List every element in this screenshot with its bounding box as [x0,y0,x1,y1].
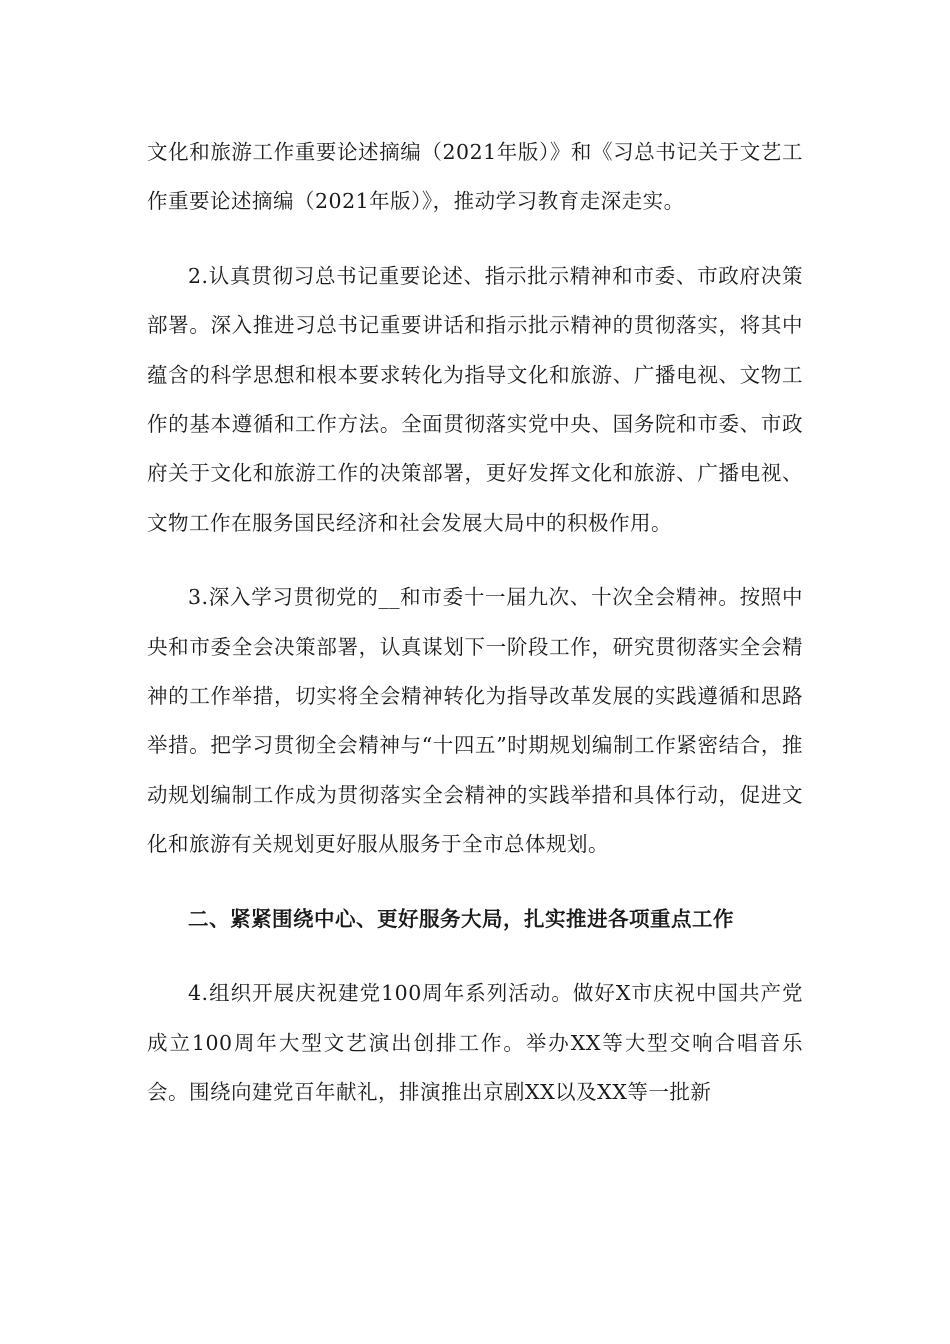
paragraph-spacer [147,944,803,969]
paragraph-item-3: 3.深入学习贯彻党的__和市委十一届九次、十次全会精神。按照中央和市委全会决策部署，认真谋划下一阶段工作，研究贯彻落实全会精神的工作举措，切实将全会精神转化为指导改革发展的实践遵循和思路举措。把学习贯彻全会精神与“十四五”时期规划编制工作紧密结合，推动规划编制工作成为贯彻落实全会精神的实践举措和具体行动，促进文化和旅游有关规划更好服从服务于全市总体规划。 [147,585,803,857]
paragraph-spacer [147,548,803,573]
paragraph-item-2: 2.认真贯彻习总书记重要论述、指示批示精神和市委、市政府决策部署。深入推进习总书记重要讲话和指示批示精神的贯彻落实，将其中蕴含的科学思想和根本要求转化为指导文化和旅游、广播电视、文物工作的基本遵循和工作方法。全面贯彻落实党中央、国务院和市委、市政府关于文化和旅游工作的决策部署，更好发挥文化和旅游、广播电视、文物工作在服务国民经济和社会发展大局中的积极作用。 [147,263,803,535]
paragraph-spacer [147,227,803,252]
paragraph-item-4: 4.组织开展庆祝建党100周年系列活动。做好X市庆祝中国共产党成立100周年大型文艺演出创排工作。举办XX等大型交响合唱音乐会。围绕向建党百年献礼，排演推出京剧XX以及XX等一批新 [147,981,803,1104]
paragraph-spacer [147,870,803,895]
section-heading-2: 二、紧紧围绕中心、更好服务大局，扎实推进各项重点工作 [188,906,734,931]
document-body [147,128,803,1117]
paragraph-continuation: 文化和旅游工作重要论述摘编（2021年版）》和《习总书记关于文艺工作重要论述摘编（2021年版）》，推动学习教育走深走实。 [147,140,803,214]
